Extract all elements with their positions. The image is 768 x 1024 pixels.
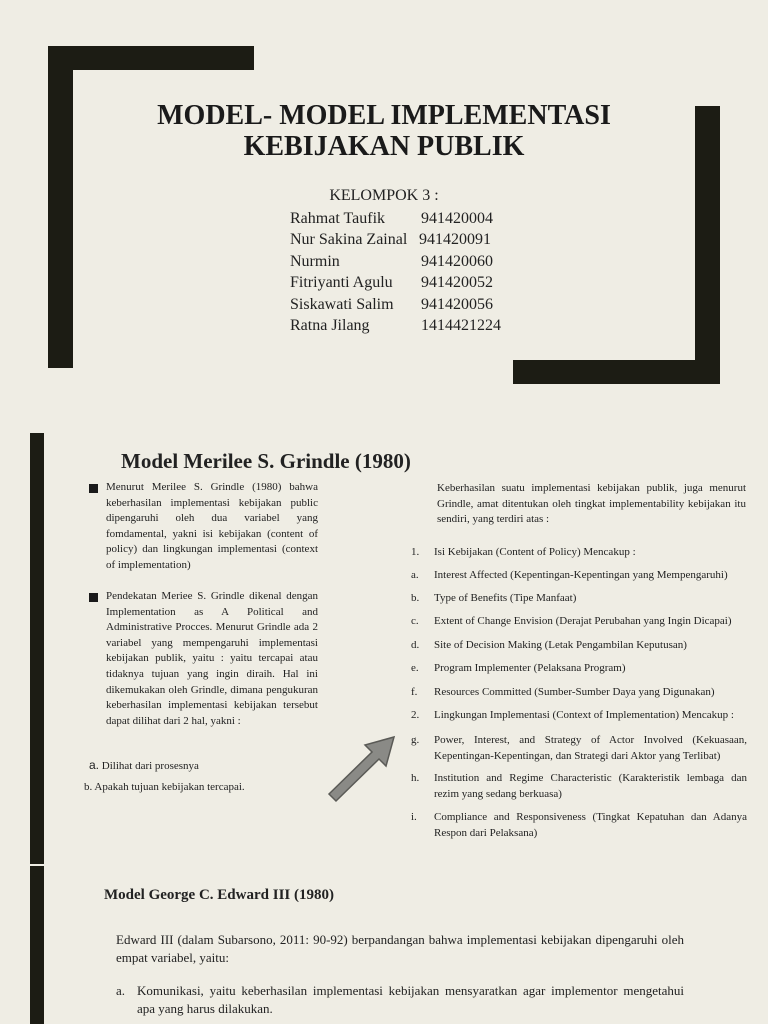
frame-bar-top-left-vertical xyxy=(48,46,73,368)
list-item-text: Interest Affected (Kepentingan-Kepentingan yang Mempengaruhi) xyxy=(434,569,728,581)
left-accent-bar xyxy=(30,866,44,1024)
member-row xyxy=(290,210,550,231)
right-intro-paragraph: Keberhasilan suatu implementasi kebijakan publik, juga menurut Grindle, amat ditentukan oleh tingkat implementability kebijakan itu sendiri, yang terdiri atas : xyxy=(437,482,746,526)
list-item-text: Type of Benefits (Tipe Manfaat) xyxy=(434,592,577,604)
arrow-icon xyxy=(326,732,398,806)
page-title-line-1: MODEL- MODEL IMPLEMENTASI xyxy=(157,100,611,131)
list-item-key: 2. xyxy=(411,709,420,721)
list-item-text: Institution and Regime Characteristic (Karakteristik lembaga dan rezim yang sedang berkuasa) xyxy=(434,772,747,800)
member-id: 941420056 xyxy=(421,296,493,313)
bullet-marker xyxy=(89,593,98,602)
bullet-paragraph: Menurut Merilee S. Grindle (1980) bahwa keberhasilan implementasi kebijakan public dipengaruhi oleh dua variabel yang fomdamental, yakni isi kebijakan (content of policy) dan lingkungan implementasi (context of implementation) xyxy=(106,481,318,571)
left-accent-bar xyxy=(30,433,44,864)
list-item-key: a. xyxy=(411,569,419,581)
list-item-key: c. xyxy=(411,615,419,627)
list-item-text: Lingkungan Implementasi (Context of Implementation) Mencakup : xyxy=(434,709,734,721)
member-name: Nur Sakina Zainal xyxy=(290,231,408,248)
list-item-text: Program Implementer (Pelaksana Program) xyxy=(434,662,626,674)
bullet-paragraph: Pendekatan Meriee S. Grindle dikenal dengan Implementation as A Political and Administrative Procces. Menurut Grindle ada 2 variabel yang mempengaruhi implementasi kebijakan publik, yaitu : yaitu tercapai atau tidaknya tujuan yang ingin diraih. Hal ini dikemukakan oleh Grindle, dimana pengukuran keberhasilan implementasi kebijakan tersebut dapat dilihat dari 2 hal, yakni : xyxy=(106,590,318,727)
member-row xyxy=(290,274,550,295)
list-item-key: d. xyxy=(411,639,420,651)
list-item-text: Extent of Change Envision (Derajat Perubahan yang Ingin Dicapai) xyxy=(434,615,732,627)
member-row xyxy=(290,253,550,274)
section-title: Model George C. Edward III (1980) xyxy=(104,887,334,903)
member-name: Fitriyanti Agulu xyxy=(290,274,393,291)
member-name: Siskawati Salim xyxy=(290,296,394,313)
frame-bar-bottom-right-horizontal xyxy=(513,360,720,384)
member-name: Rahmat Taufik xyxy=(290,210,386,227)
member-name: Ratna Jilang xyxy=(290,317,370,334)
intro-paragraph: Edward III (dalam Subarsono, 2011: 90-92) berpandangan bahwa implementasi kebijakan dipengaruhi oleh empat variabel, yaitu: xyxy=(116,932,684,965)
list-item-text: Power, Interest, and Strategy of Actor Involved (Kekuasaan, Kepentingan-Kepentingan, dan Strategi dari Aktor yang Terlibat) xyxy=(434,734,747,762)
group-label: KELOMPOK 3 : xyxy=(329,187,439,204)
page-title xyxy=(0,100,768,162)
list-item-key: b. xyxy=(411,592,420,604)
sub-item-a-key: a. xyxy=(89,758,100,772)
member-id: 941420052 xyxy=(421,274,493,291)
member-name: Nurmin xyxy=(290,253,340,270)
sub-item-a-text: Dilihat dari prosesnya xyxy=(101,760,199,772)
list-item-text: Compliance and Responsiveness (Tingkat Kepatuhan dan Adanya Respon dari Pelaksana) xyxy=(434,811,747,839)
sub-item-a xyxy=(89,758,199,772)
list-item-key: e. xyxy=(411,662,419,674)
member-row xyxy=(290,231,550,252)
member-id: 941420060 xyxy=(421,253,493,270)
list-item-text: Komunikasi, yaitu keberhasilan implementasi kebijakan mensyaratkan agar implementor mengetahui apa yang harus dilakukan. xyxy=(137,983,684,1016)
list-item-text: Isi Kebijakan (Content of Policy) Mencakup : xyxy=(434,546,636,558)
list-item-key: h. xyxy=(411,772,420,784)
sub-item-b: b. Apakah tujuan kebijakan tercapai. xyxy=(84,781,245,793)
list-item-text: Site of Decision Making (Letak Pengambilan Keputusan) xyxy=(434,639,687,651)
list-item-key: 1. xyxy=(411,546,420,558)
member-id: 941420091 xyxy=(419,231,491,248)
list-item-key: i. xyxy=(411,811,417,823)
list-item-key: a. xyxy=(116,983,126,998)
member-row xyxy=(290,317,550,338)
list-item-text: Resources Committed (Sumber-Sumber Daya yang Digunakan) xyxy=(434,686,715,698)
member-id: 1414421224 xyxy=(421,317,501,334)
frame-bar-top-left-horizontal xyxy=(48,46,254,70)
bullet-marker xyxy=(89,484,98,493)
list-item-key: g. xyxy=(411,734,420,746)
list-item-key: f. xyxy=(411,686,418,698)
member-id: 941420004 xyxy=(421,210,493,227)
section-title: Model Merilee S. Grindle (1980) xyxy=(121,449,411,473)
member-row xyxy=(290,296,550,317)
page-title-line-2: KEBIJAKAN PUBLIK xyxy=(243,131,525,162)
